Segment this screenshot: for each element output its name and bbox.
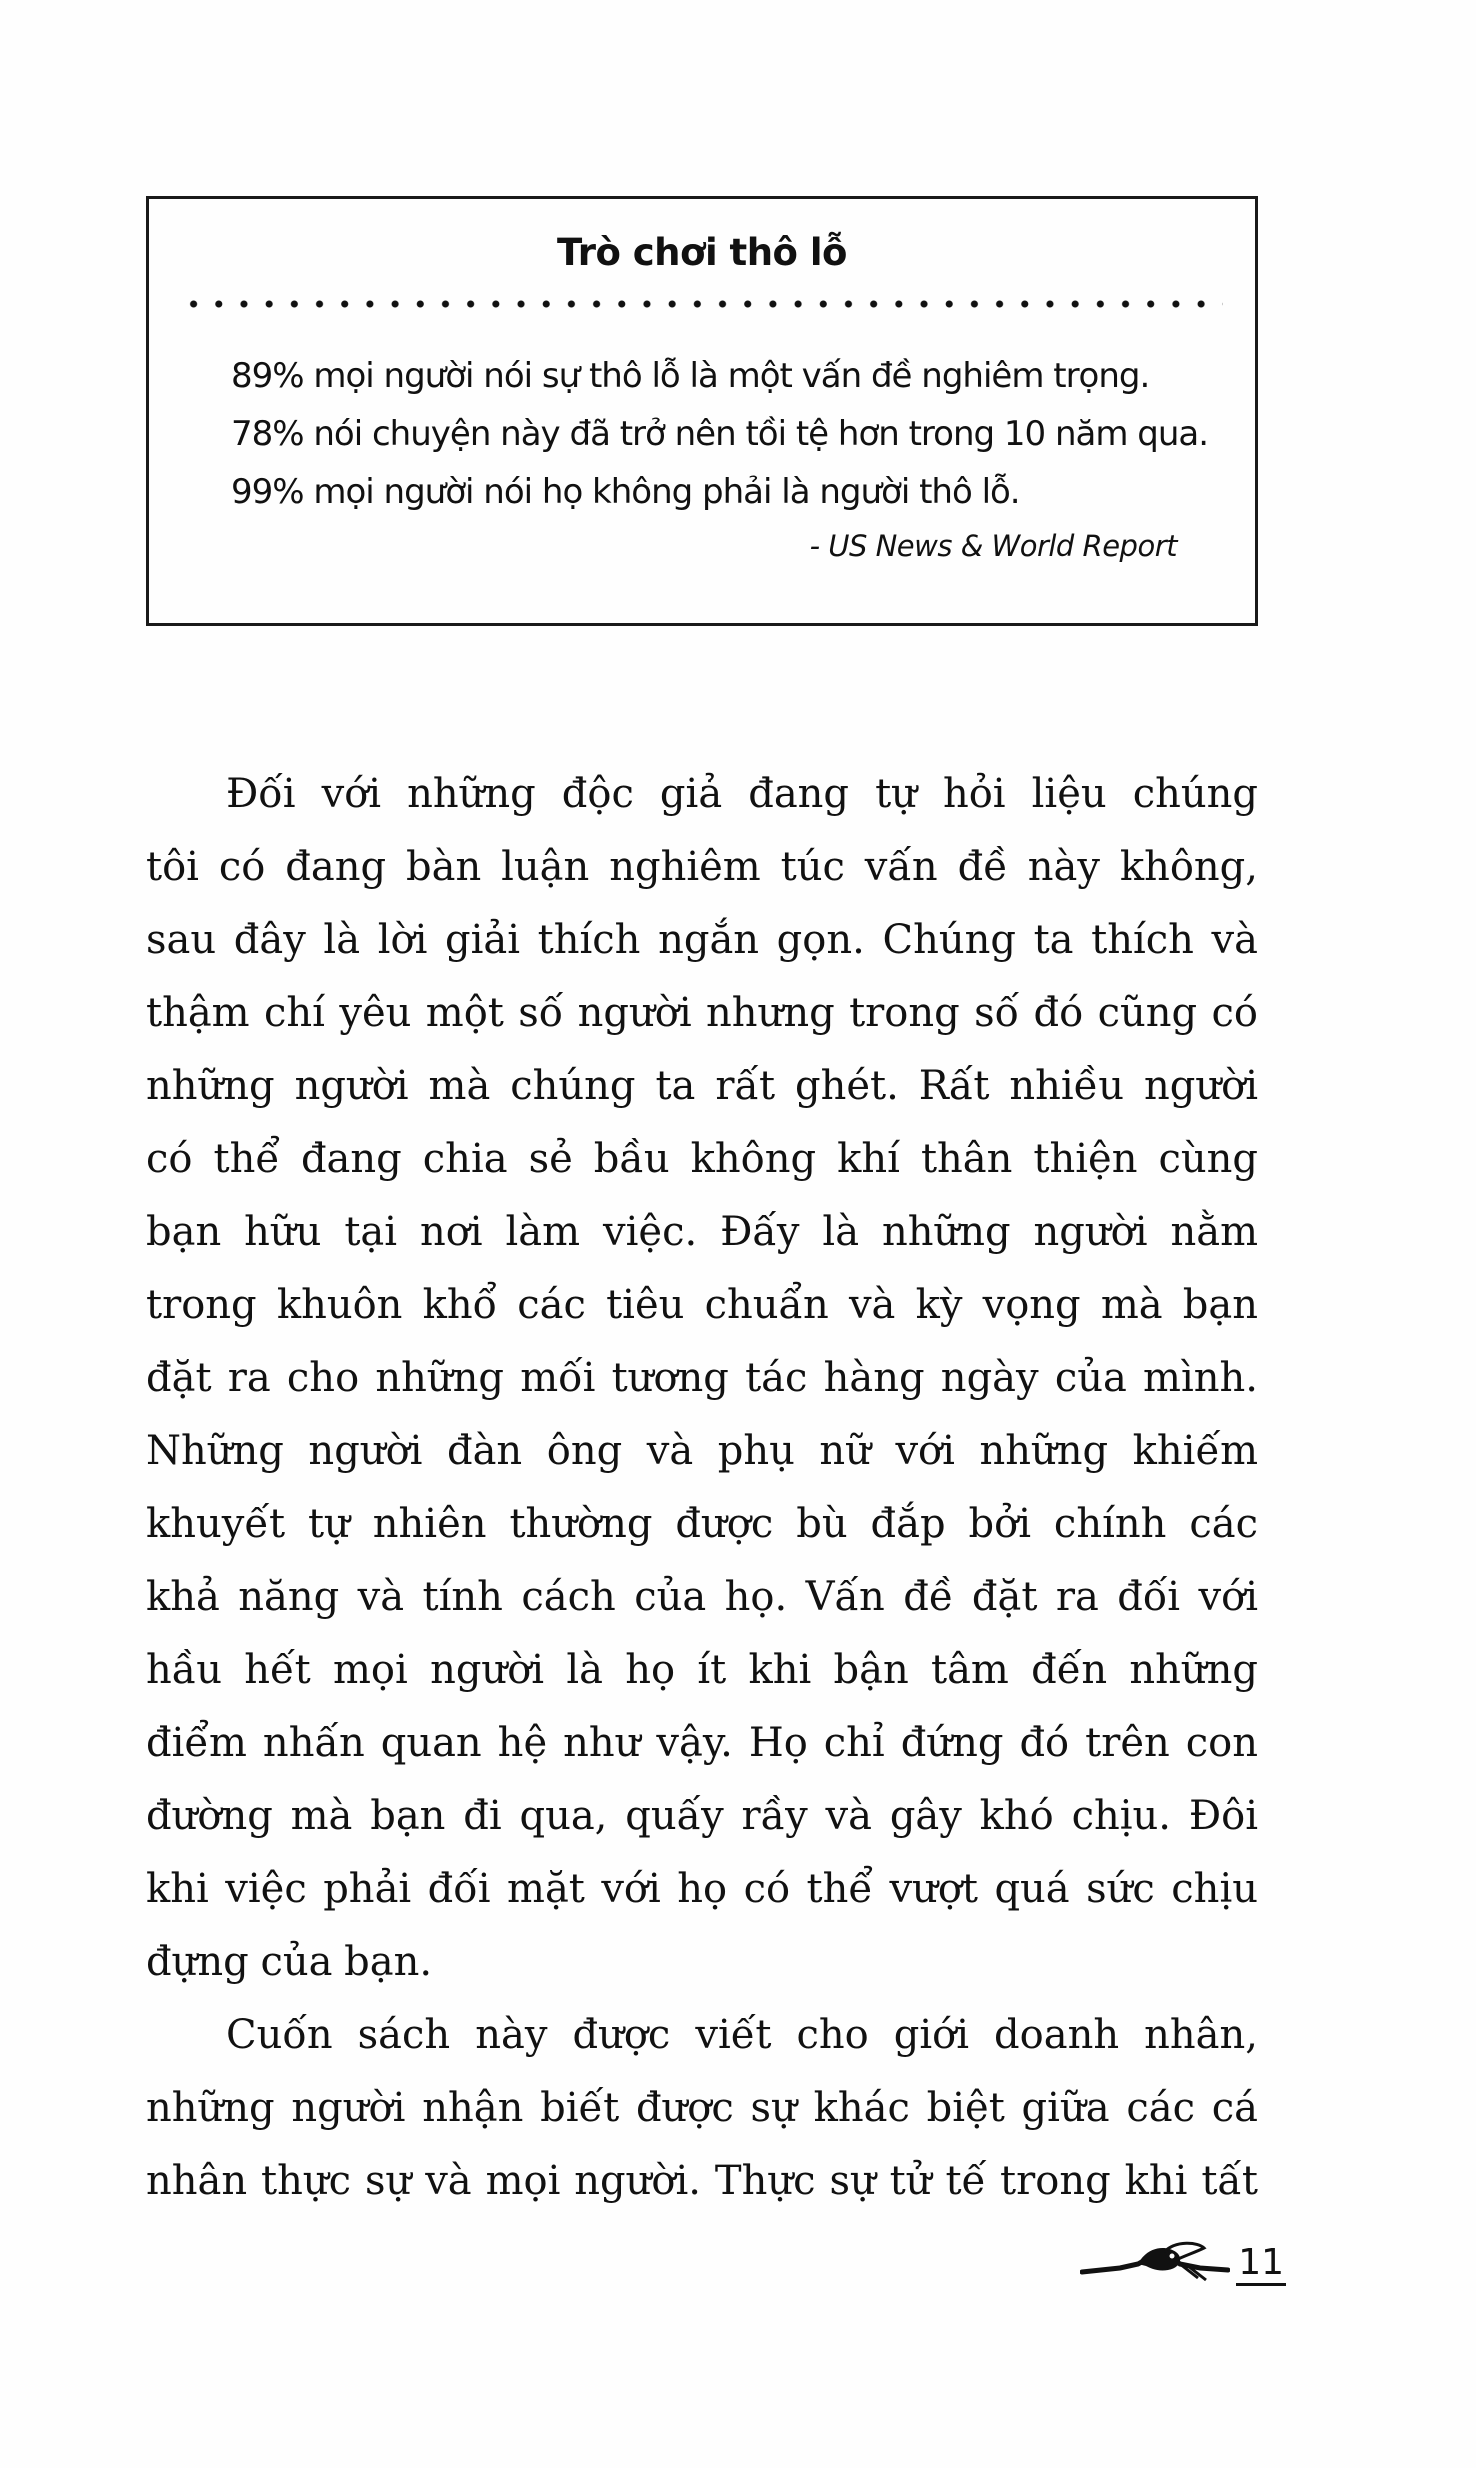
body-text	[146, 758, 1258, 2218]
text-line: nhân thực sự và mọi người. Thực sự tử tế trong khi tất	[146, 2158, 1258, 2204]
text-line: những người mà chúng ta rất ghét. Rất nhiều người	[146, 1063, 1258, 1109]
page-footer	[1080, 2238, 1286, 2286]
source-attribution: - US News & World Report	[809, 529, 1177, 563]
stat-line: 78% nói chuyện này đã trở nên tồi tệ hơn trong 10 năm qua.	[231, 414, 1209, 454]
dotted-divider	[181, 299, 1223, 309]
stat-line: 99% mọi người nói họ không phải là người thô lỗ.	[231, 472, 1020, 512]
page-number: 11	[1236, 2243, 1286, 2286]
text-line: đựng của bạn.	[146, 1939, 433, 1985]
text-line: sau đây là lời giải thích ngắn gọn. Chúng ta thích và	[146, 917, 1258, 963]
bird-ornament-icon	[1080, 2238, 1230, 2286]
text-line: hầu hết mọi người là họ ít khi bận tâm đến những	[146, 1647, 1258, 1693]
text-line: đường mà bạn đi qua, quấy rầy và gây khó chịu. Đôi	[146, 1793, 1258, 1839]
text-line: đặt ra cho những mối tương tác hàng ngày của mình.	[146, 1355, 1258, 1401]
text-line: có thể đang chia sẻ bầu không khí thân thiện cùng	[146, 1136, 1258, 1182]
stat-line: 89% mọi người nói sự thô lỗ là một vấn đề nghiêm trọng.	[231, 356, 1150, 396]
text-line: thậm chí yêu một số người nhưng trong số đó cũng có	[146, 990, 1258, 1036]
text-line: những người nhận biết được sự khác biệt giữa các cá	[146, 2085, 1258, 2131]
text-line: trong khuôn khổ các tiêu chuẩn và kỳ vọng mà bạn	[146, 1282, 1258, 1328]
text-line: bạn hữu tại nơi làm việc. Đấy là những người nằm	[146, 1209, 1258, 1255]
text-line: Đối với những độc giả đang tự hỏi liệu chúng	[226, 771, 1258, 817]
text-line: khả năng và tính cách của họ. Vấn đề đặt ra đối với	[146, 1574, 1258, 1620]
box-title: Trò chơi thô lỗ	[557, 231, 847, 274]
text-line: khuyết tự nhiên thường được bù đắp bởi chính các	[146, 1501, 1258, 1547]
stats-list	[231, 347, 1231, 521]
text-line: khi việc phải đối mặt với họ có thể vượt quá sức chịu	[146, 1866, 1258, 1912]
text-line: Những người đàn ông và phụ nữ với những khiếm	[146, 1428, 1258, 1474]
sidebar-box	[146, 196, 1258, 626]
text-line: điểm nhấn quan hệ như vậy. Họ chỉ đứng đó trên con	[146, 1720, 1258, 1766]
text-line: Cuốn sách này được viết cho giới doanh nhân,	[226, 2012, 1258, 2058]
text-line: tôi có đang bàn luận nghiêm túc vấn đề này không,	[146, 844, 1258, 890]
